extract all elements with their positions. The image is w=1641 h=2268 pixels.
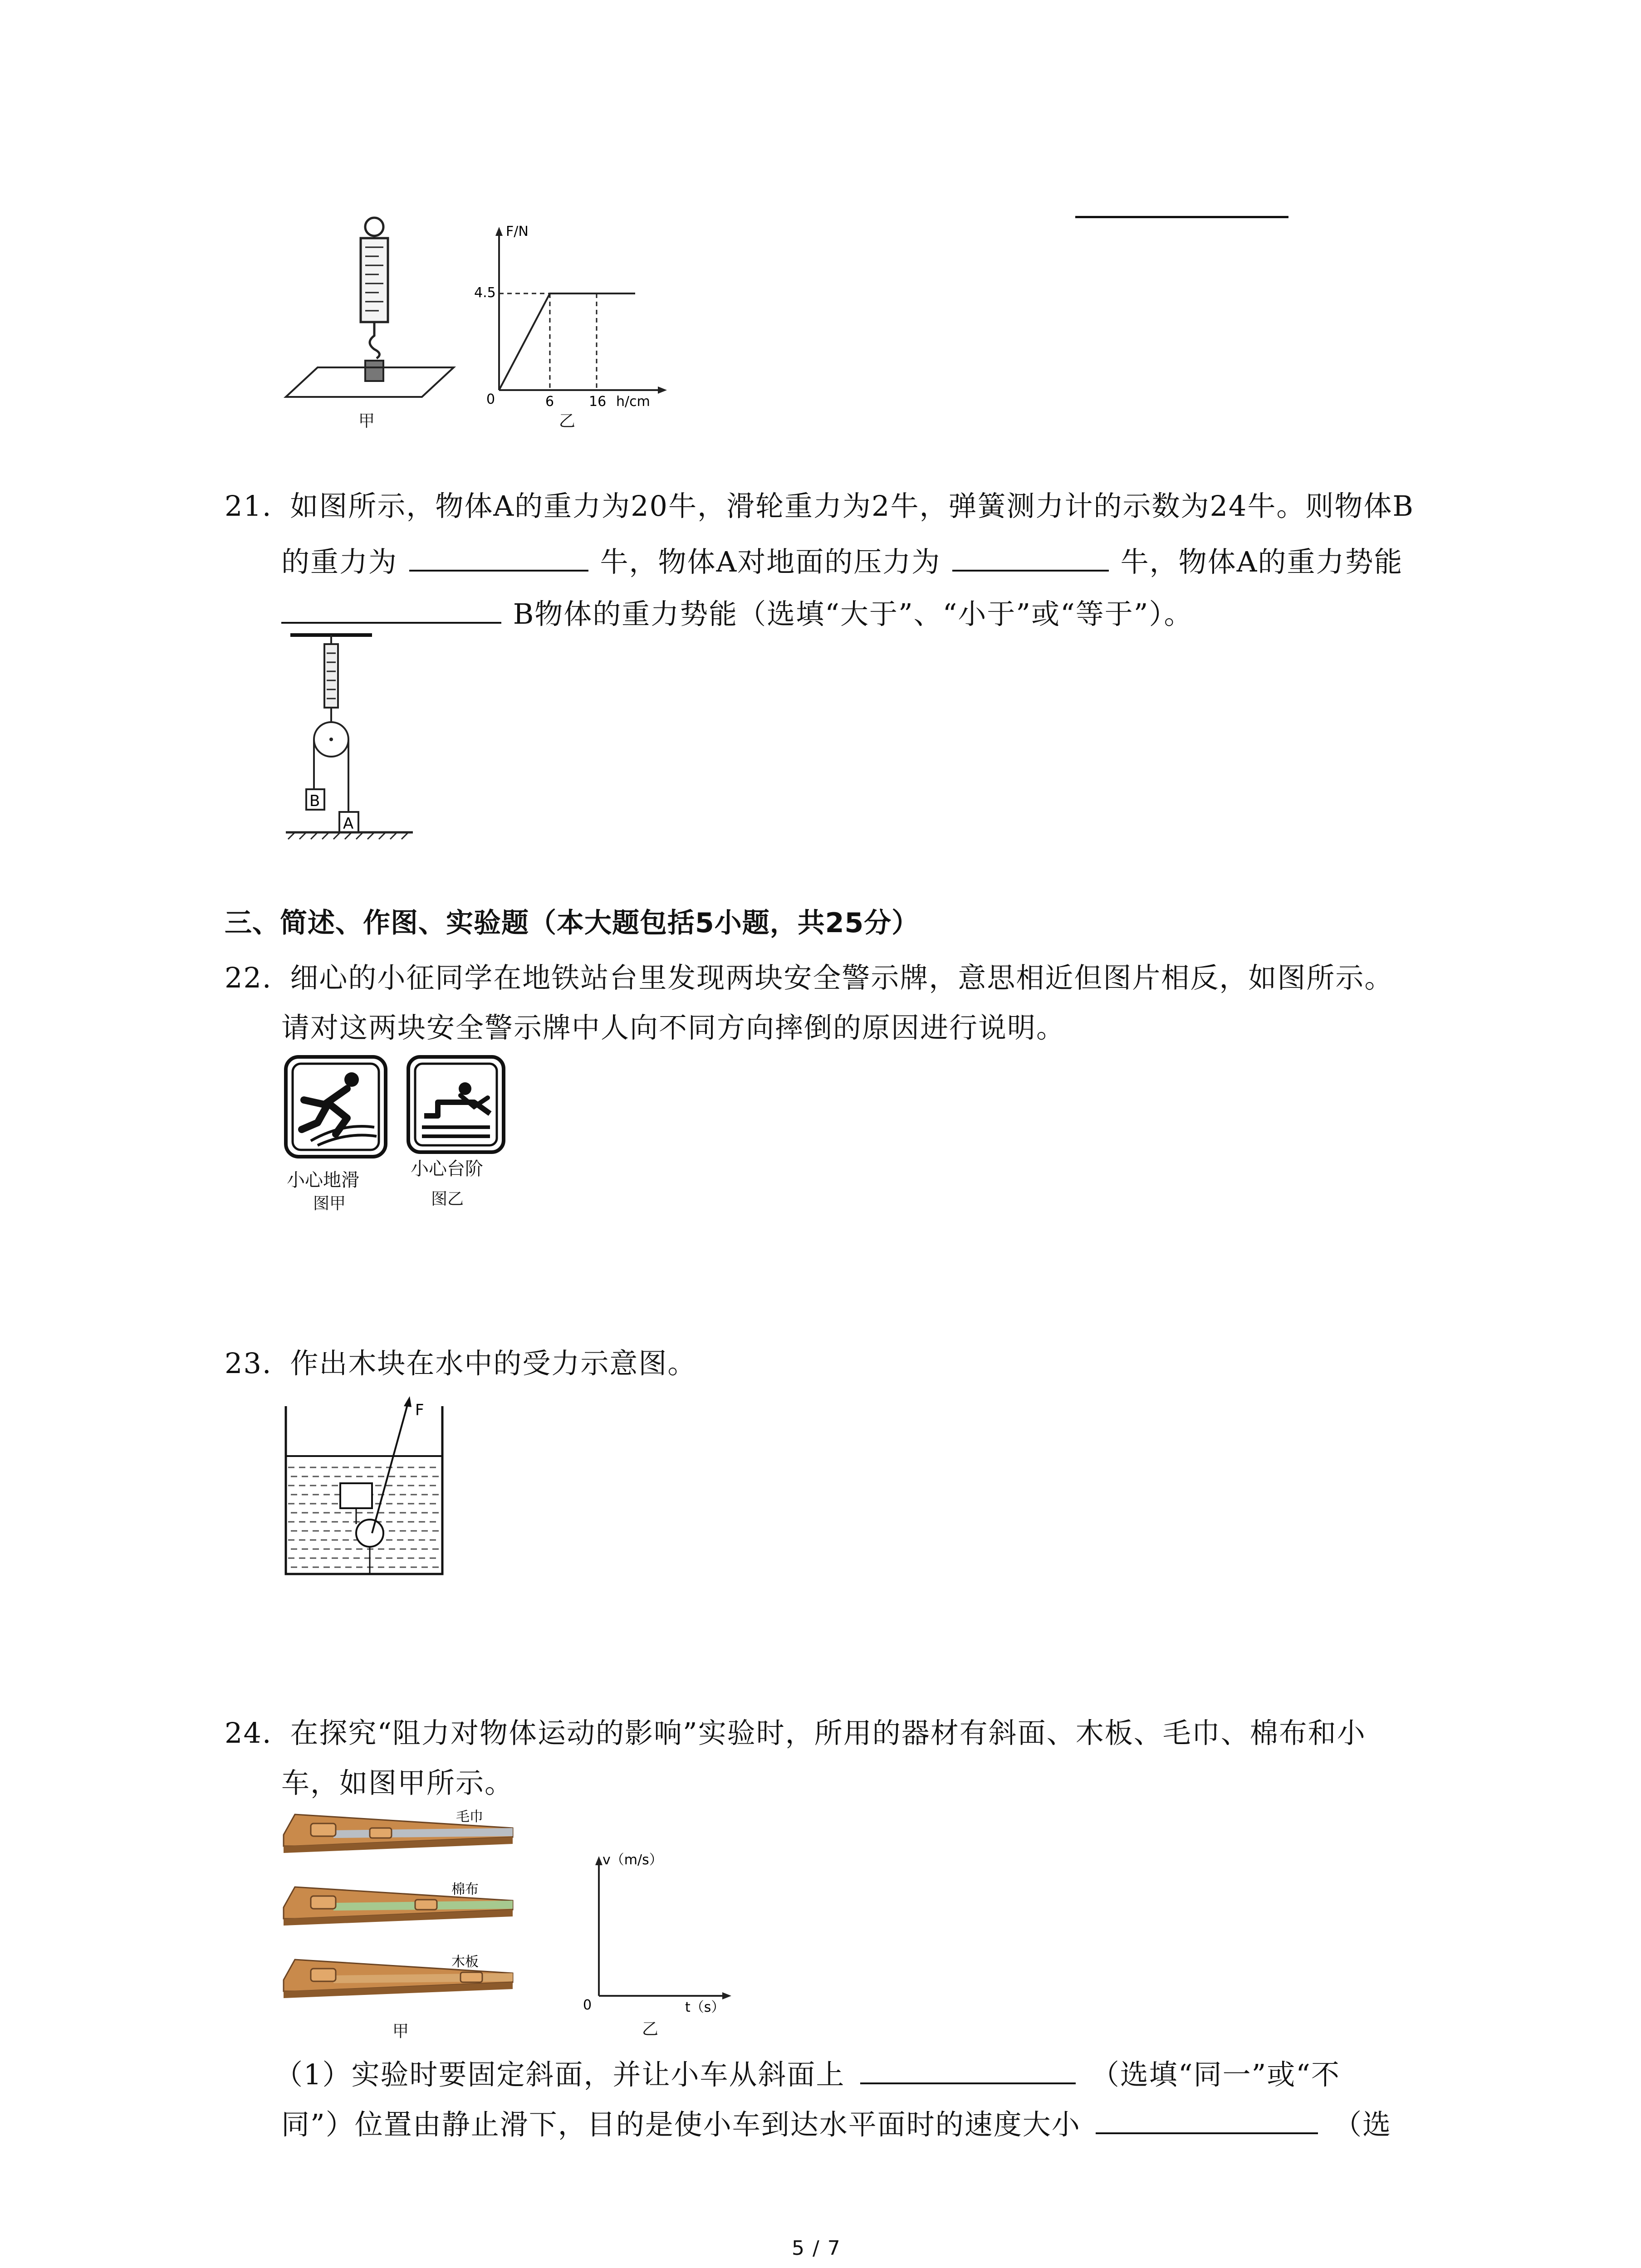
v-axis-label: v（m/s） — [603, 1852, 663, 1868]
question-text: （1）实验时要固定斜面，并让小车从斜面上 — [274, 2058, 845, 2091]
velocity-time-graph — [576, 1851, 749, 2019]
question-text: 车，如图甲所示。 — [281, 1766, 514, 1799]
force-label: F — [415, 1401, 424, 1419]
sign1-label: 小心地滑 — [287, 1170, 359, 1191]
surface-label: 棉布 — [451, 1882, 479, 1897]
block-a-label: A — [343, 815, 354, 833]
question-number: 21. — [225, 489, 272, 523]
t-axis-label: t（s） — [685, 1999, 725, 2015]
sign1-caption: 图甲 — [313, 1194, 346, 1213]
question-text: （选填“同一”或“不 — [1091, 2058, 1340, 2091]
force-height-graph — [472, 222, 681, 422]
question-text: （选 — [1333, 2108, 1392, 2141]
fig20-left-caption: 甲 — [358, 412, 375, 430]
origin-label: 0 — [583, 1997, 592, 2013]
answer-blank[interactable] — [281, 596, 501, 624]
q22-line1 — [225, 961, 1394, 994]
question-text: 的重力为 — [281, 545, 398, 578]
block-b-label: B — [309, 792, 320, 810]
sign2-caption: 图乙 — [431, 1190, 464, 1208]
q24-right-caption: 乙 — [642, 2020, 659, 2038]
sign2-label: 小心台阶 — [411, 1158, 483, 1179]
surface-label: 毛巾 — [456, 1809, 483, 1825]
q21-line2 — [281, 544, 1403, 576]
x-tick-label: 16 — [589, 394, 607, 410]
page-number: 5 / 7 — [792, 2237, 841, 2260]
slippery-floor-sign — [284, 1055, 388, 1159]
question-number: 22. — [225, 961, 272, 994]
question-text: B物体的重力势能（选填“大于”、“小于”或“等于”）。 — [513, 597, 1193, 631]
question-text: 如图所示，物体A的重力为20牛，滑轮重力为2牛，弹簧测力计的示数为24牛。则物体B — [290, 489, 1414, 523]
q24-sub1-line1 — [274, 2057, 1340, 2089]
question-text: 请对这两块安全警示牌中人向不同方向摔倒的原因进行说明。 — [281, 1011, 1066, 1044]
q23-line1 — [225, 1349, 696, 1378]
question-number: 24. — [225, 1716, 272, 1750]
y-axis-label: F/N — [506, 224, 529, 240]
question-number: 23. — [225, 1347, 272, 1380]
q22-line2 — [281, 1011, 1066, 1044]
q24-line1 — [225, 1716, 1366, 1750]
question-text: 在探究“阻力对物体运动的影响”实验时，所用的器材有斜面、木板、毛巾、棉布和小 — [290, 1716, 1366, 1750]
answer-blank[interactable] — [952, 544, 1109, 572]
question-text: 细心的小征同学在地铁站台里发现两块安全警示牌，意思相近但图片相反，如图所示。 — [290, 961, 1394, 994]
question-text: 同”）位置由静止滑下，目的是使小车到达水平面时的速度大小 — [281, 2108, 1081, 2141]
surface-label: 木板 — [451, 1954, 479, 1970]
answer-blank[interactable] — [409, 544, 588, 572]
fig20-right-caption: 乙 — [559, 412, 576, 430]
question-text: 牛，物体A对地面的压力为 — [600, 545, 941, 578]
q24-left-caption: 甲 — [392, 2022, 409, 2041]
q24-sub1-line2 — [281, 2107, 1391, 2139]
spring-scale-figure — [272, 213, 481, 422]
question-text: 牛，物体A的重力势能 — [1120, 545, 1403, 578]
answer-blank[interactable] — [860, 2057, 1076, 2084]
mind-the-step-sign — [406, 1055, 506, 1154]
q21-line3 — [281, 596, 1193, 631]
pulley-figure — [281, 631, 426, 853]
q24-line2 — [281, 1766, 514, 1799]
incline-setup-figure — [284, 1810, 519, 2023]
section-title: 三、简述、作图、实验题（本大题包括5小题，共25分） — [225, 907, 920, 939]
q21-line1 — [225, 489, 1414, 523]
carryover-answer-blank[interactable] — [1075, 213, 1288, 218]
y-tick-label: 4.5 — [474, 285, 496, 301]
question-text: 作出木块在水中的受力示意图。 — [290, 1347, 697, 1380]
answer-blank[interactable] — [1096, 2107, 1318, 2134]
x-tick-label: 6 — [545, 394, 554, 410]
x-axis-label: h/cm — [616, 394, 650, 410]
water-tank-figure — [284, 1393, 456, 1583]
origin-label: 0 — [486, 391, 495, 407]
